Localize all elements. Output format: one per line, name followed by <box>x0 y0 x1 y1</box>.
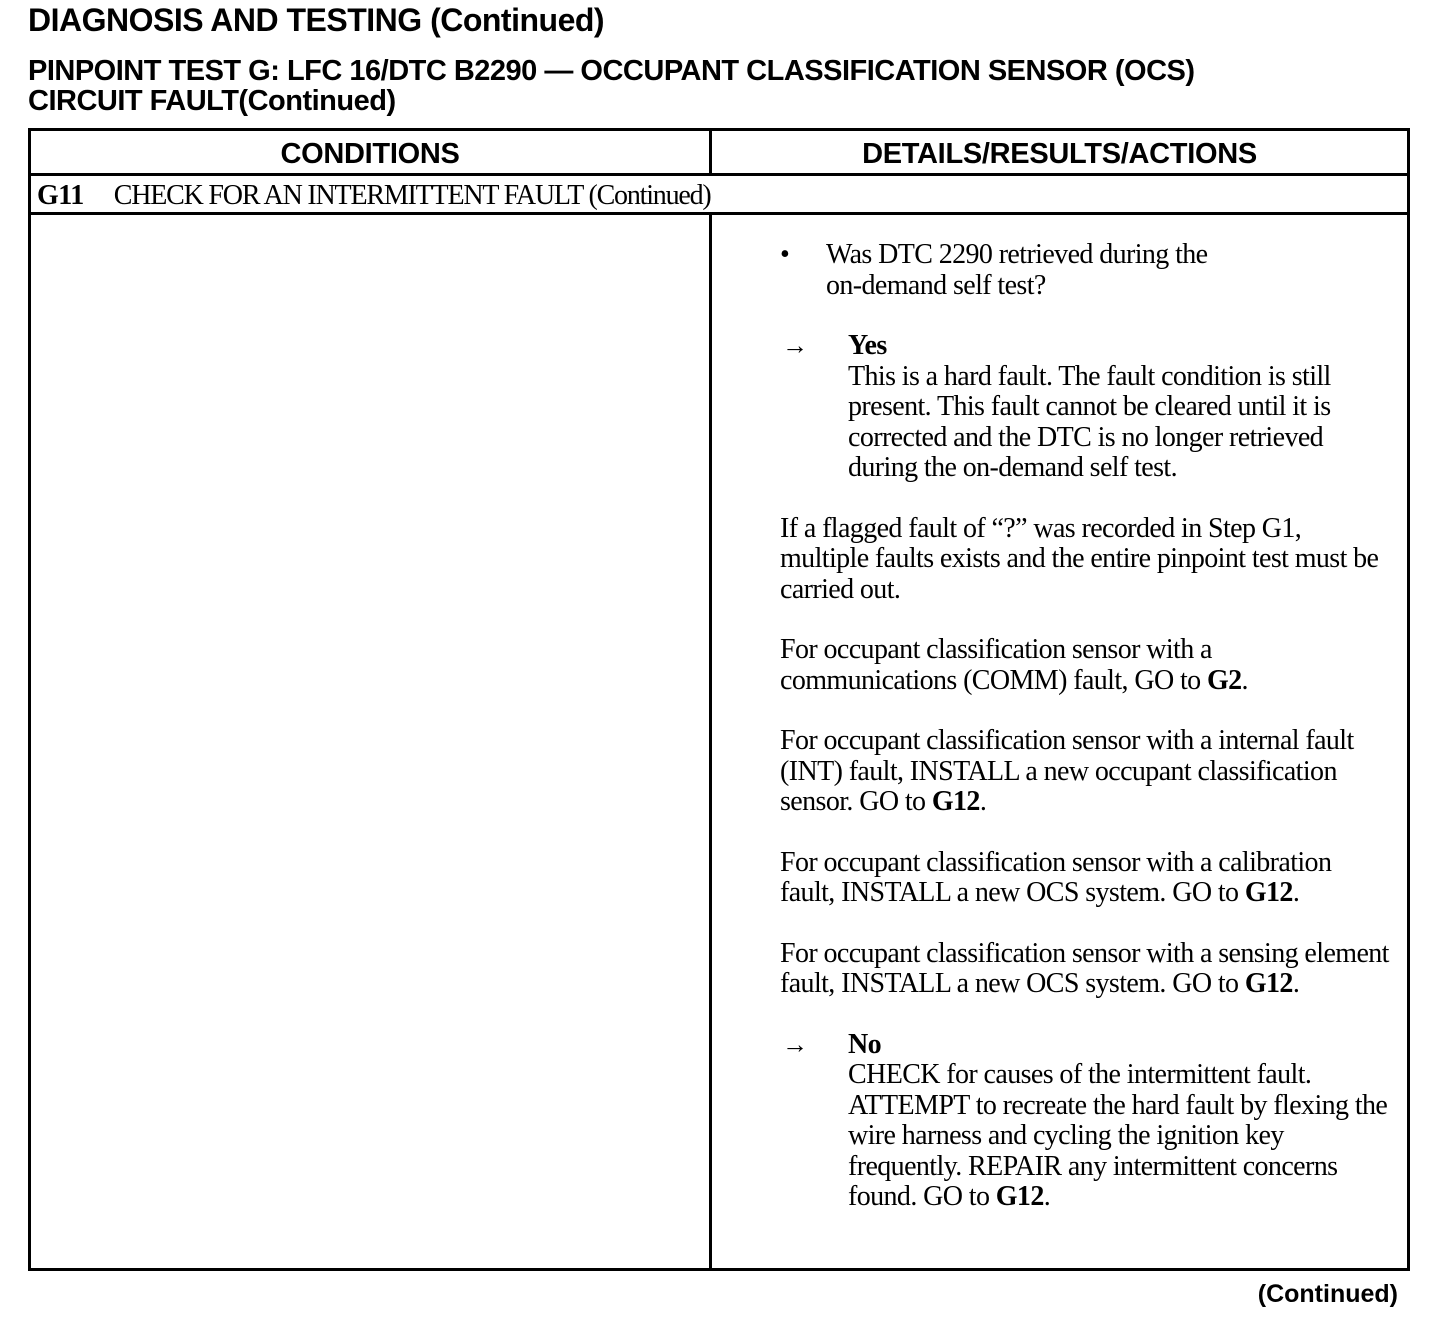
test-title-line1: PINPOINT TEST G: LFC 16/DTC B2290 — OCCUPANT CLASSIFICATION SENSOR (OCS) <box>28 55 1195 87</box>
comm-fault-end: . <box>1241 664 1248 696</box>
section-title: DIAGNOSIS AND TESTING (Continued) <box>28 2 605 38</box>
continued-footer: (Continued) <box>1257 1280 1398 1308</box>
step-ref-g12: G12 <box>931 786 980 817</box>
no-end: . <box>1043 1181 1051 1212</box>
step-ref-g12: G12 <box>995 1181 1044 1212</box>
no-label: No <box>848 1028 882 1060</box>
no-text: CHECK for causes of the intermittent fault. ATTEMPT to recreate the hard fault by flexing the wire harness and cycling the ignition key frequently. REPAIR any intermittent concerns found. GO to <box>848 1059 1388 1212</box>
column-divider <box>709 215 712 1268</box>
test-title-line2: CIRCUIT FAULT(Continued) <box>28 85 396 117</box>
column-header-conditions: CONDITIONS <box>280 138 460 170</box>
header-divider <box>709 131 712 173</box>
calibration-fault-text: For occupant classification sensor with a calibration fault, INSTALL a new OCS system. GO to <box>780 846 1332 908</box>
yes-text: This is a hard fault. The fault condition is still present. This fault cannot be cleared until it is corrected and the DTC is no longer retrieved during the on-demand self test. <box>848 360 1331 483</box>
step-ref-g2: G2 <box>1206 664 1242 696</box>
arrow-right-icon: → <box>782 1029 808 1059</box>
sensing-fault-text: For occupant classification sensor with a sensing element fault, INSTALL a new OCS system. GO to <box>780 937 1389 999</box>
step-row <box>37 176 711 212</box>
flagged-fault-note: If a flagged fault of “?” was recorded in Step G1, multiple faults exists and the entire pinpoint test must be carried out. <box>780 512 1379 605</box>
no-result <box>750 1030 1388 1213</box>
details-column <box>750 240 1390 1213</box>
step-ref-g12: G12 <box>1244 968 1293 999</box>
question-item <box>750 240 1246 301</box>
internal-fault-end: . <box>979 786 987 817</box>
step-rule <box>31 212 1407 215</box>
step-id: G11 <box>37 180 84 211</box>
calibration-fault-action <box>750 848 1380 909</box>
pinpoint-test-title <box>28 56 1428 116</box>
column-header-details: DETAILS/RESULTS/ACTIONS <box>862 138 1257 170</box>
step-ref-g12: G12 <box>1244 877 1293 908</box>
question-text: Was DTC 2290 retrieved during the on-demand self test? <box>826 239 1208 301</box>
arrow-right-icon: → <box>782 331 808 360</box>
bullet-icon: • <box>780 239 790 270</box>
internal-fault-text: For occupant classification sensor with a internal fault (INT) fault, INSTALL a new occupant classification sensor. GO to <box>780 725 1354 817</box>
yes-label: Yes <box>848 330 887 361</box>
step-title: CHECK FOR AN INTERMITTENT FAULT (Continued) <box>113 180 711 211</box>
comm-fault-action <box>750 635 1300 696</box>
sensing-fault-end: . <box>1292 968 1300 999</box>
comm-fault-text: For occupant classification sensor with a communications (COMM) fault, GO to <box>780 634 1212 696</box>
calibration-fault-end: . <box>1292 877 1300 908</box>
internal-fault-action <box>750 726 1390 818</box>
yes-result <box>750 331 1390 484</box>
sensing-fault-action <box>750 939 1400 1000</box>
